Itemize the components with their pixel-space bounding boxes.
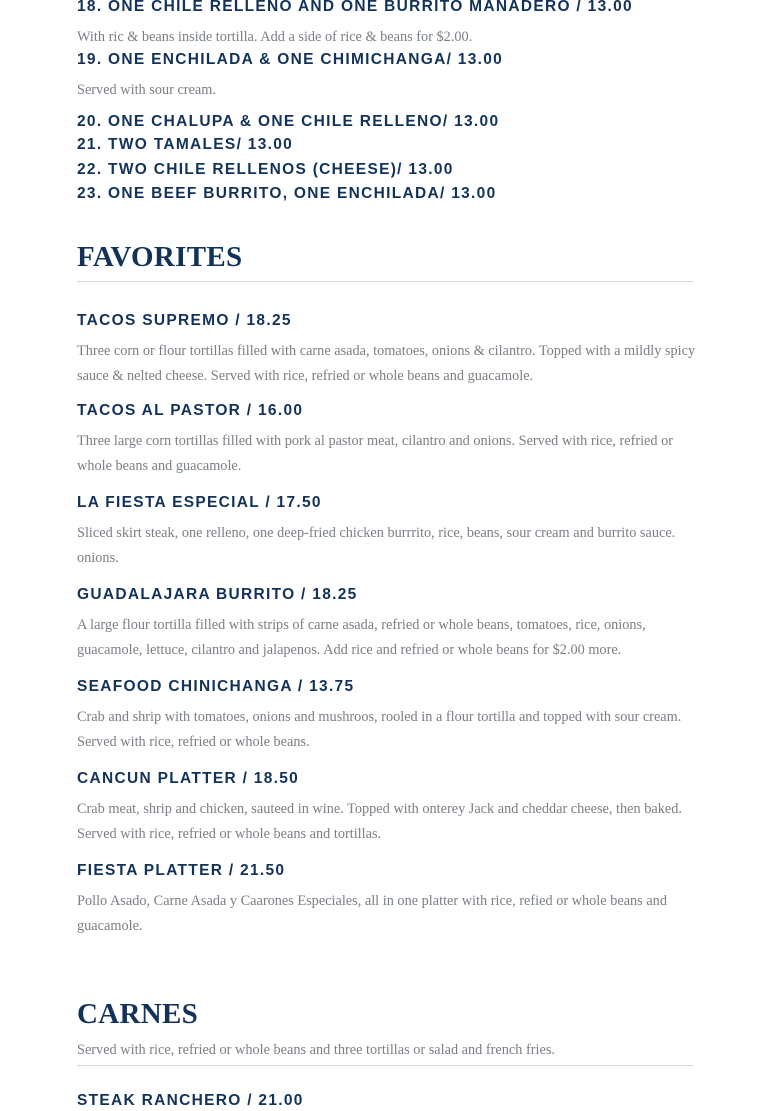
- menu-item-description: Served with sour cream.: [77, 82, 216, 98]
- menu-item-description: Crab meat, shrip and chicken, sauteed in wine. Topped with onterey Jack and cheddar cheese, then baked. Served with rice, refried or whole beans and tortillas.: [77, 801, 682, 842]
- menu-item-description: Three large corn tortillas filled with pork al pastor meat, cilantro and onions. Served with rice, refried or whole beans and guacamole.: [77, 433, 674, 474]
- menu-item-description: Sliced skirt steak, one relleno, one deep-fried chicken burrrito, rice, beans, sour cream and burrito sauce. onions.: [77, 525, 676, 566]
- section-subtitle: Served with rice, refried or whole beans and three tortillas or salad and french fries.: [77, 1042, 555, 1058]
- section-heading-carnes: CARNES: [77, 998, 199, 1030]
- menu-item-title: STEAK RANCHERO / 21.00: [77, 1092, 304, 1109]
- menu-item-title: CANCUN PLATTER / 18.50: [77, 770, 300, 787]
- menu-item-title: 18. ONE CHILE RELLENO AND ONE BURRITO MANADERO / 13.00: [77, 0, 633, 15]
- section-divider: [77, 281, 693, 282]
- menu-item-title: LA FIESTA ESPECIAL / 17.50: [77, 494, 322, 511]
- menu-item-title: GUADALAJARA BURRITO / 18.25: [77, 586, 358, 603]
- menu-item-description: Three corn or flour tortillas filled with carne asada, tomatoes, onions & cilantro. Topped with a mildly spicy sauce & nelted cheese. Served with rice, refried or whole beans and guacamole.: [77, 343, 696, 384]
- section-heading-favorites: FAVORITES: [77, 241, 243, 273]
- menu-item-title: 21. TWO TAMALES/ 13.00: [77, 136, 294, 153]
- menu-item-title: SEAFOOD CHINICHANGA / 13.75: [77, 678, 355, 695]
- menu-item-description: With ric & beans inside tortilla. Add a side of rice & beans for $2.00.: [77, 29, 473, 45]
- menu-item-title: TACOS SUPREMO / 18.25: [77, 312, 292, 329]
- menu-item-title: TACOS AL PASTOR / 16.00: [77, 402, 304, 419]
- menu-item-title: 19. ONE ENCHILADA & ONE CHIMICHANGA/ 13.00: [77, 51, 504, 68]
- menu-item-description: Crab and shrip with tomatoes, onions and mushroos, rooled in a flour tortilla and topped with sour cream. Served with rice, refried or whole beans.: [77, 709, 682, 750]
- menu-item-description: Pollo Asado, Carne Asada y Caarones Especiales, all in one platter with rice, refied or whole beans and guacamole.: [77, 893, 667, 934]
- menu-item-title: FIESTA PLATTER / 21.50: [77, 862, 286, 879]
- menu-item-title: 20. ONE CHALUPA & ONE CHILE RELLENO/ 13.00: [77, 113, 500, 130]
- menu-item-description: A large flour tortilla filled with strips of carne asada, refried or whole beans, tomatoes, rice, onions, guacamole, lettuce, cilantro and jalapenos. Add rice and refried or whole beans for $2.00 more.: [77, 617, 646, 658]
- menu-item-title: 23. ONE BEEF BURRITO, ONE ENCHILADA/ 13.00: [77, 185, 497, 202]
- section-divider: [77, 1065, 693, 1066]
- menu-item-title: 22. TWO CHILE RELLENOS (CHEESE)/ 13.00: [77, 161, 454, 178]
